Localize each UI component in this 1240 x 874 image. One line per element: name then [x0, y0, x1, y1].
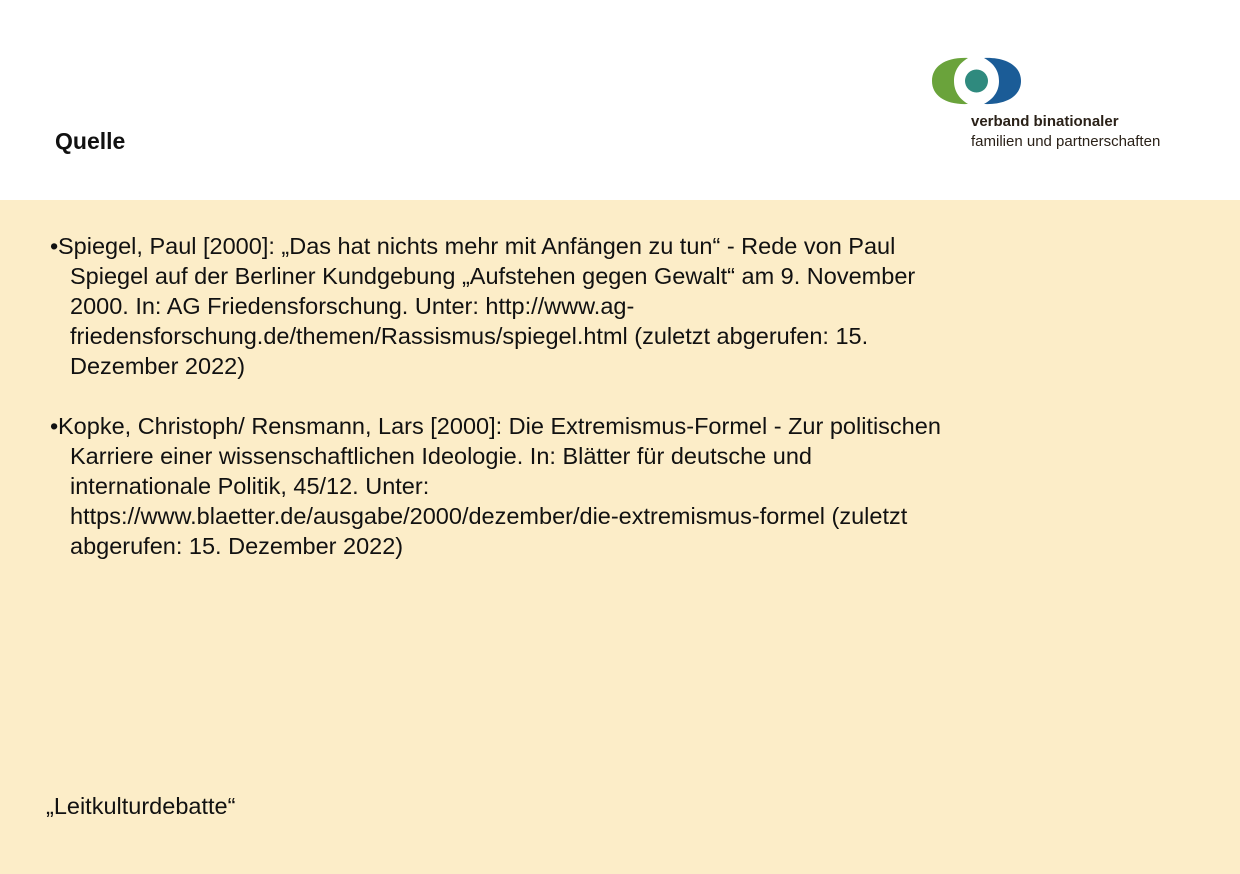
reference-item: [50, 231, 950, 381]
reference-text: Spiegel, Paul [2000]: „Das hat nichts mehr mit Anfängen zu tun“ - Rede von Paul Spiegel auf der Berliner Kundgebung „Aufstehen gegen Gewalt“ am 9. November 2000. In: AG Friedensforschung. Unter: http://www.ag-friedensforschung.de/themen/Rassismus/spiegel.html (zuletzt abgerufen: 15. Dezember 2022): [58, 233, 916, 379]
logo-mark-icon: [932, 56, 1024, 106]
logo-text-line1: verband binationaler: [971, 113, 1119, 130]
footer-label: „Leitkulturdebatte“: [46, 793, 236, 819]
logo-text-line2: familien und partnerschaften: [971, 133, 1161, 150]
reference-list: [50, 231, 950, 591]
reference-text: Kopke, Christoph/ Rensmann, Lars [2000]: Die Extremismus-Formel - Zur politischen Karriere einer wissenschaftlichen Ideologie. In: Blätter für deutsche und internationale Politik, 45/12. Unter: https://www.blaetter.de/ausgabe/2000/dezember/die-extremismus-formel (zuletzt abgerufen: 15. Dezember 2022): [58, 413, 941, 559]
content-area: [0, 200, 1240, 874]
page-title: Quelle: [55, 128, 126, 154]
organization-logo: [932, 56, 1192, 156]
bullet-icon: •: [50, 233, 59, 259]
header: [0, 0, 1240, 200]
bullet-icon: •: [50, 413, 59, 439]
reference-item: [50, 411, 950, 561]
